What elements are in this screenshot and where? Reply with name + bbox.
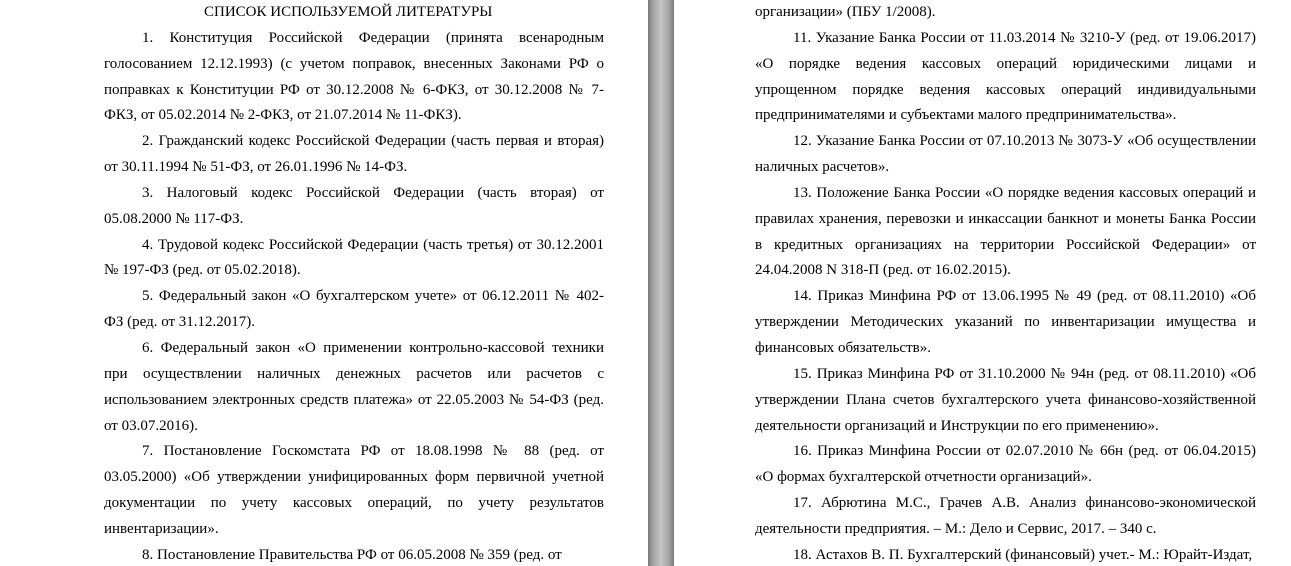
reference-entry-1: 1. Конституция Российской Федерации (принята всенародным голосованием 12.12.1993) (с учетом поправок, внесенных Законами РФ о поправках к Конституции РФ от 30.12.2008 № 6-ФКЗ, от 30.12.2008 № 7-ФКЗ, от 05.02.2014 № 2-ФКЗ, от 21.07.2014 № 11-ФКЗ). (104, 29, 604, 124)
reference-entry-4: 4. Трудовой кодекс Российской Федерации (часть третья) от 30.12.2001 № 197-ФЗ (ред. от 05.02.2018). (104, 236, 604, 279)
reference-entry-11: 11. Указание Банка России от 11.03.2014 № 3210-У (ред. от 19.06.2017) «О порядке ведения кассовых операций юридическими лицами и упрощенном порядке ведения кассовых операций индивидуальными предпринимателями и субъектами малого предпринимательства». (755, 29, 1256, 124)
reference-entry-13: 13. Положение Банка России «О порядке ведения кассовых операций и правилах хранения, перевозки и инкассации банкнот и монеты Банка России в кредитных организациях на территории Российской Федерации» от 24.04.2008 N 318-П (ред. от 16.02.2015). (755, 184, 1256, 279)
reference-entry-16: 16. Приказ Минфина России от 02.07.2010 № 66н (ред. от 06.04.2015) «О формах бухгалтерской отчетности организаций». (755, 443, 1256, 486)
reference-entry-14: 14. Приказ Минфина РФ от 13.06.1995 № 49 (ред. от 08.11.2010) «Об утверждении Методических указаний по инвентаризации имущества и финансовых обязательств». (755, 288, 1256, 356)
right-text-column (755, 0, 1256, 566)
reference-entry-6: 6. Федеральный закон «О применении контрольно-кассовой техники при осуществлении наличных денежных расчетов или расчетов с использованием электронных средств платежа» от 22.05.2003 № 54-ФЗ (ред. от 03.07.2016). (104, 339, 604, 434)
reference-entry-17: 17. Абрютина М.С., Грачев А.В. Анализ финансово-экономической деятельности предприятия. – М.: Дело и Сервис, 2017. – 340 с. (755, 495, 1256, 537)
reference-entry-15: 15. Приказ Минфина РФ от 31.10.2000 № 94н (ред. от 08.11.2010) «Об утверждении Плана счетов бухгалтерского учета финансово-хозяйственной деятельности организаций и Инструкции по его применению». (755, 365, 1256, 434)
page-gap (648, 0, 674, 566)
reference-entry-7: 7. Постановление Госкомстата РФ от 18.08.1998 № 88 (ред. от 03.05.2000) «Об утверждении унифицированных форм первичной учетной документации по учету кассовых операций, по учету результатов инвентаризации». (104, 443, 604, 537)
reference-entry-12: 12. Указание Банка России от 07.10.2013 № 3073-У «Об осуществлении наличных расчетов». (755, 133, 1256, 176)
right-document-page (674, 0, 1291, 566)
left-text-column (104, 0, 604, 566)
reference-entry-8: 8. Постановление Правительства РФ от 06.05.2008 № 359 (ред. от (142, 546, 562, 563)
reference-entry-18: 18. Астахов В. П. Бухгалтерский (финансовый) учет.- М.: Юрайт-Издат, (793, 546, 1253, 563)
document-title: СПИСОК ИСПОЛЬЗУЕМОЙ ЛИТЕРАТУРЫ (204, 4, 493, 20)
reference-entry-3: 3. Налоговый кодекс Российской Федерации (часть вторая) от 05.08.2000 № 117-ФЗ. (104, 184, 604, 227)
reference-entry-continuation: организации» (ПБУ 1/2008). (755, 4, 936, 20)
reference-entry-2: 2. Гражданский кодекс Российской Федерации (часть первая и вторая) от 30.11.1994 № 51-ФЗ, от 26.01.1996 № 14-ФЗ. (104, 133, 604, 176)
reference-entry-5: 5. Федеральный закон «О бухгалтерском учете» от 06.12.2011 № 402-ФЗ (ред. от 31.12.2017). (104, 288, 604, 331)
